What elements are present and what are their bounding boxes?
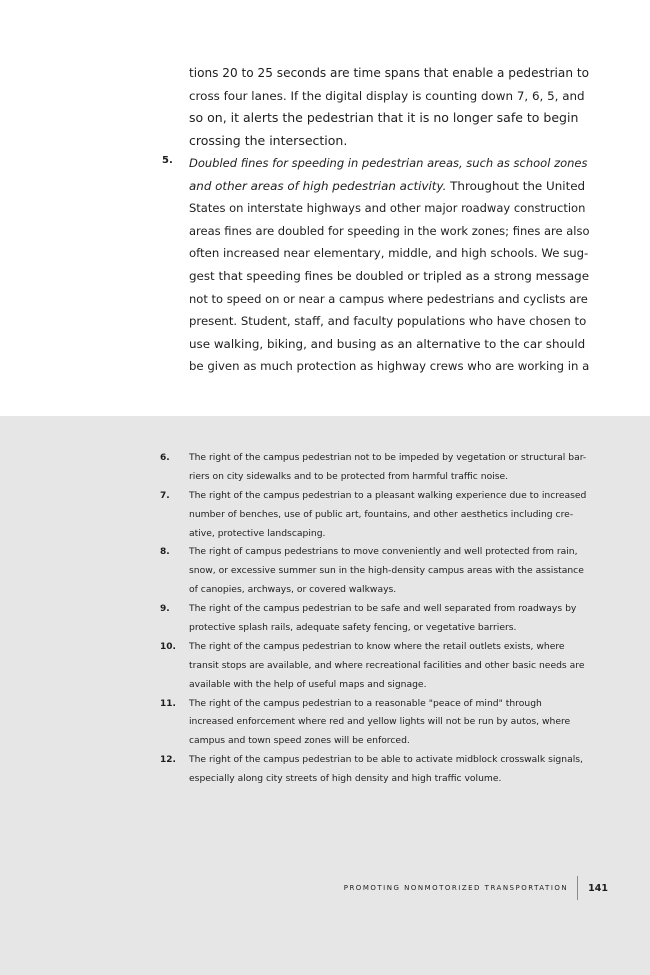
list-item [160,487,590,544]
text-line: often increased near elementary, middle, and high schools. We sug- [189,246,589,261]
text-line: areas fines are doubled for speeding in the work zones; fines are also [189,223,590,238]
rights-list [160,449,590,789]
item-number: 9. [160,604,170,615]
list-marker: 5. [162,155,173,166]
page-footer [344,876,608,900]
item-line: protective splash rails, adequate safety fencing, or vegetative barriers. [189,622,517,634]
item-line: The right of the campus pedestrian to a reasonable "peace of mind" through [189,697,542,709]
item-line: increased enforcement where red and yellow lights will not be run by autos, where [189,716,571,728]
text-line: use walking, biking, and busing as an alternative to the car should [189,336,586,351]
item-line: number of benches, use of public art, fountains, and other aesthetics including cre- [189,508,574,520]
list-item [160,695,590,752]
italic-lead-end: and other areas of high pedestrian activity. [189,178,447,193]
item-line: of canopies, archways, or covered walkways. [189,584,397,596]
item-line: riers on city sidewalks and to be protected from harmful traffic noise. [189,470,509,482]
item-number: 6. [160,453,170,463]
lead-tail: Throughout the United [446,178,586,193]
text-line: be given as much protection as highway crews who are working in a [189,359,590,374]
list-item [160,638,590,695]
text-line [189,175,589,198]
item-number: 12. [160,755,176,766]
item-line: ative, protective landscaping. [189,527,326,539]
running-head: PROMOTING NONMOTORIZED TRANSPORTATION [344,876,578,900]
italic-lead-line: Doubled fines for speeding in pedestrian areas, such as school zones [189,156,588,170]
item-line: available with the help of useful maps and signage. [189,678,427,690]
text-line: gest that speeding fines be doubled or tripled as a strong message [189,268,590,283]
text-line: not to speed on or near a campus where pedestrians and cyclists are [189,291,588,306]
continuation-paragraph [189,62,589,152]
text-line: tions 20 to 25 seconds are time spans that enable a pedestrian to [189,66,589,80]
item-line: The right of the campus pedestrian to be safe and well separated from roadways by [189,603,577,615]
item-line: The right of the campus pedestrian to be able to activate midblock crosswalk signals, [189,754,583,766]
text-line: crossing the intersection. [189,132,348,148]
item-line: snow, or excessive summer sun in the high-density campus areas with the assistance [189,565,584,577]
item-line: especially along city streets of high density and high traffic volume. [189,773,502,785]
text-line: present. Student, staff, and faculty populations who have chosen to [189,314,587,329]
item-number: 10. [160,641,176,652]
list-item [160,600,590,638]
item-number: 8. [160,547,170,558]
text-line: cross four lanes. If the digital display is counting down 7, 6, 5, and [189,88,585,103]
item-5-paragraph [189,152,589,378]
text-line: States on interstate highways and other major roadway construction [189,201,586,216]
item-line: The right of campus pedestrians to move conveniently and well protected from rain, [189,546,578,558]
page-number: 141 [588,882,608,894]
item-number: 11. [160,698,176,709]
list-item [160,449,590,487]
text-line: so on, it alerts the pedestrian that it is no longer safe to begin [189,110,579,126]
item-line: transit stops are available, and where recreational facilities and other basic needs are [189,659,585,671]
item-line: The right of the campus pedestrian to know where the retail outlets exists, where [189,640,565,652]
item-number: 7. [160,490,170,501]
list-item [160,751,590,789]
list-item [160,543,590,600]
item-line: campus and town speed zones will be enforced. [189,735,410,747]
item-line: The right of the campus pedestrian to a pleasant walking experience due to increased [189,489,587,501]
item-line: The right of the campus pedestrian not to be impeded by vegetation or structural bar- [189,452,587,463]
